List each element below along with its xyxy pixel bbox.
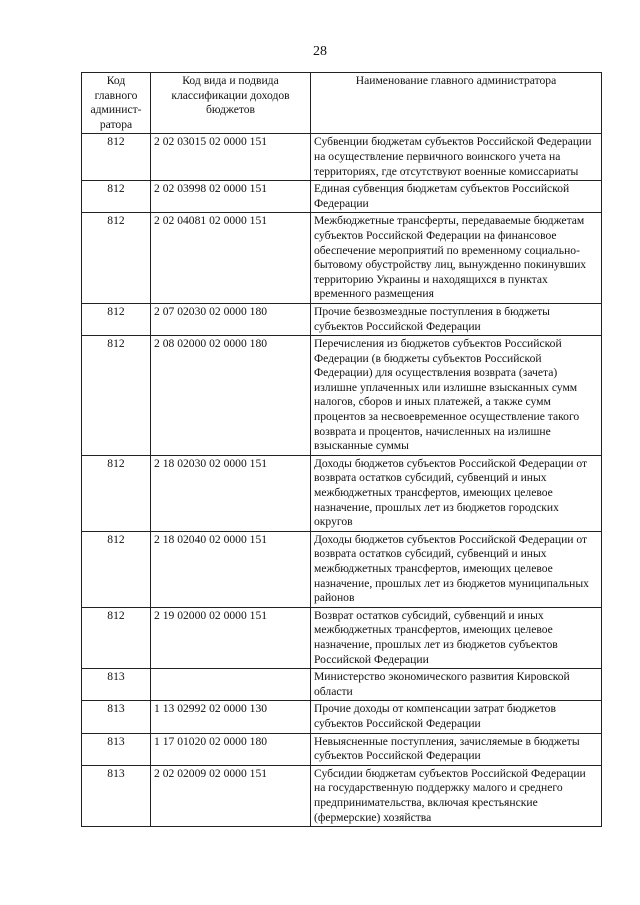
table-section-row (82, 669, 602, 701)
table-row (82, 765, 602, 826)
revenue-code-cell (151, 669, 311, 701)
page-number: 28 (313, 44, 327, 59)
revenue-code-cell: 2 02 03998 02 0000 151 (151, 181, 311, 213)
table-row (82, 701, 602, 733)
table-row (82, 733, 602, 765)
admin-code-cell: 812 (82, 607, 151, 668)
ministry-name-cell: Министерство экономического развития Кировской области (311, 669, 602, 701)
revenue-code-cell: 2 08 02000 02 0000 180 (151, 336, 311, 456)
admin-code-cell: 812 (82, 531, 151, 607)
table-row (82, 531, 602, 607)
table-row (82, 455, 602, 531)
admin-code-cell: 812 (82, 455, 151, 531)
admin-code-cell: 813 (82, 701, 151, 733)
table-row (82, 213, 602, 304)
admin-code-cell: 813 (82, 669, 151, 701)
admin-name-cell: Субвенции бюджетам субъектов Российской Федерации на осуществление первичного воинского учета на территориях, где отсутствуют военные комиссариаты (311, 134, 602, 181)
revenue-code-cell: 1 13 02992 02 0000 130 (151, 701, 311, 733)
table-row (82, 303, 602, 335)
revenue-code-cell: 1 17 01020 02 0000 180 (151, 733, 311, 765)
table-row (82, 134, 602, 181)
table-row (82, 607, 602, 668)
header-admin-name: Наименование главного администратора (311, 73, 602, 134)
table-row (82, 336, 602, 456)
admin-name-cell: Невыясненные поступления, зачисляемые в бюджеты субъектов Российской Федерации (311, 733, 602, 765)
admin-code-cell: 812 (82, 213, 151, 304)
admin-name-cell: Прочие доходы от компенсации затрат бюджетов субъектов Российской Федерации (311, 701, 602, 733)
admin-code-cell: 812 (82, 134, 151, 181)
admin-code-cell: 812 (82, 336, 151, 456)
admin-code-cell: 813 (82, 733, 151, 765)
header-revenue-code: Код вида и подвида классификации доходов бюджетов (151, 73, 311, 134)
admin-name-cell: Межбюджетные трансферты, передаваемые бюджетам субъектов Российской Федерации на финансовое обеспечение мероприятий по временному социально-бытовому обустройству лиц, вынужденно покинувших территорию Украины и находящихся в пунктах временного размещения (311, 213, 602, 304)
revenue-code-cell: 2 02 03015 02 0000 151 (151, 134, 311, 181)
revenue-code-cell: 2 07 02030 02 0000 180 (151, 303, 311, 335)
admin-name-cell: Возврат остатков субсидий, субвенций и иных межбюджетных трансфертов, имеющих целевое назначение, прошлых лет из бюджетов субъектов Российской Федерации (311, 607, 602, 668)
revenue-code-cell: 2 02 04081 02 0000 151 (151, 213, 311, 304)
table-header-row (82, 73, 602, 134)
revenue-code-cell: 2 19 02000 02 0000 151 (151, 607, 311, 668)
admin-name-cell: Перечисления из бюджетов субъектов Российской Федерации (в бюджеты субъектов Российской Федерации) для осуществления возврата (зачета) излишне уплаченных или излишне взысканных сумм налогов, сборов и иных платежей, а также сумм процентов за несвоевременное осуществление такого возврата и процентов, начисленных на излишне взысканные суммы (311, 336, 602, 456)
admin-code-cell: 813 (82, 765, 151, 826)
revenue-code-cell: 2 18 02030 02 0000 151 (151, 455, 311, 531)
admin-name-cell: Субсидии бюджетам субъектов Российской Федерации на государственную поддержку малого и среднего предпринимательства, включая крестьянские (фермерские) хозяйства (311, 765, 602, 826)
admin-name-cell: Доходы бюджетов субъектов Российской Федерации от возврата остатков субсидий, субвенций и иных межбюджетных трансфертов, имеющих целевое назначение, прошлых лет из бюджетов муниципальных районов (311, 531, 602, 607)
revenue-code-cell: 2 18 02040 02 0000 151 (151, 531, 311, 607)
admin-name-cell: Доходы бюджетов субъектов Российской Федерации от возврата остатков субсидий, субвенций и иных межбюджетных трансфертов, имеющих целевое назначение, прошлых лет из бюджетов городских округов (311, 455, 602, 531)
admin-name-cell: Прочие безвозмездные поступления в бюджеты субъектов Российской Федерации (311, 303, 602, 335)
admin-code-cell: 812 (82, 303, 151, 335)
admin-name-cell: Единая субвенция бюджетам субъектов Российской Федерации (311, 181, 602, 213)
table-row (82, 181, 602, 213)
revenue-code-cell: 2 02 02009 02 0000 151 (151, 765, 311, 826)
header-admin-code: Код главного админист-ратора (82, 73, 151, 134)
admin-code-cell: 812 (82, 181, 151, 213)
revenue-administrators-table (81, 72, 602, 827)
